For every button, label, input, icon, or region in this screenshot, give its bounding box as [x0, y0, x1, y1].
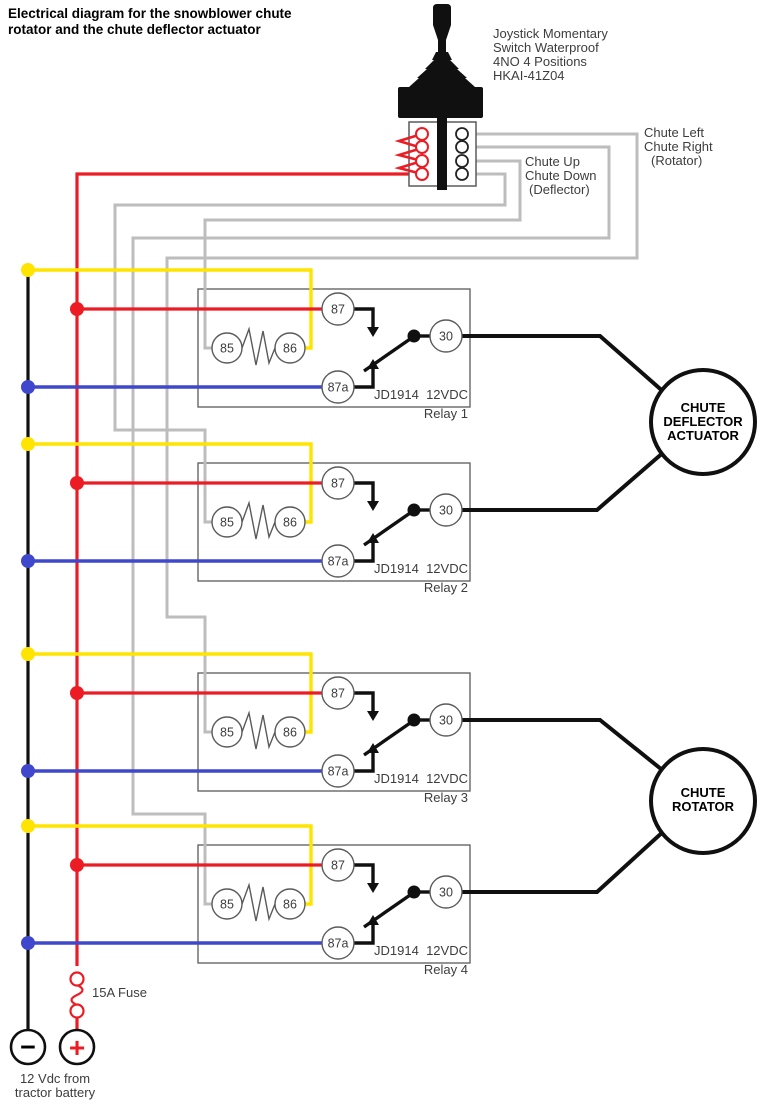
deflector-label-line3: ACTUATOR — [667, 428, 739, 443]
terminal-86-label: 86 — [283, 897, 297, 912]
wire-rotator-from-relay-4 — [462, 830, 665, 892]
relay-contact-87a-arm — [354, 752, 373, 771]
joystick-signal-wires — [115, 134, 637, 904]
wire-deflector-from-relay-1 — [462, 336, 666, 394]
joystick-stem-flare — [432, 52, 452, 60]
terminal-30-label: 30 — [439, 503, 453, 518]
fuse-end-cap — [71, 973, 84, 986]
joystick-info-line4: HKAI-41Z04 — [493, 68, 565, 83]
joystick-common-terminal — [416, 128, 428, 140]
relay-part-number: JD1914 12VDC — [374, 561, 468, 576]
terminal-86-label: 86 — [283, 725, 297, 740]
junction-dot-red — [70, 686, 84, 700]
battery-label-line2: tractor battery — [14, 1085, 96, 1100]
plus-symbol: + — [68, 1032, 86, 1063]
deflector-wires-label-line1: Chute Up — [525, 154, 580, 169]
relay-name: Relay 4 — [423, 962, 468, 977]
relay-coil-symbol — [242, 885, 275, 921]
terminal-87-label: 87 — [331, 686, 345, 701]
junction-dot-yellow — [21, 819, 35, 833]
junction-dot-blue — [21, 554, 35, 568]
fuse-label: 15A Fuse — [92, 985, 147, 1000]
terminal-30-label: 30 — [439, 885, 453, 900]
terminal-30-label: 30 — [439, 329, 453, 344]
page-title-line2: rotator and the chute deflector actuator — [8, 22, 261, 37]
relay-name: Relay 3 — [423, 790, 468, 805]
relay-switch-blade — [364, 337, 413, 371]
wire-deflector-from-relay-2 — [462, 451, 665, 510]
joystick-bellows-ridge — [417, 69, 467, 78]
relay-contact-87-arm — [354, 309, 373, 328]
terminal-85-label: 85 — [220, 897, 234, 912]
joystick-common-terminal — [416, 168, 428, 180]
relay-contact-87a-arm — [354, 368, 373, 387]
relay-1 — [212, 293, 468, 421]
wire-chute-left-signal — [167, 134, 637, 732]
arrow-down-icon — [367, 883, 379, 893]
relay-name: Relay 2 — [423, 580, 468, 595]
junction-dot-red — [70, 476, 84, 490]
terminal-87-label: 87 — [331, 302, 345, 317]
joystick-info-line1: Joystick Momentary — [493, 26, 608, 41]
joystick-output-terminal — [456, 128, 468, 140]
arrow-down-icon — [367, 711, 379, 721]
junction-dot-yellow — [21, 437, 35, 451]
relay-coil-symbol — [242, 329, 275, 365]
fuse — [71, 973, 84, 1018]
rotator-label-line2: ROTATOR — [671, 799, 735, 814]
joystick-output-terminal — [456, 168, 468, 180]
terminal-85-label: 85 — [220, 341, 234, 356]
relay-contact-87a-arm — [354, 924, 373, 943]
relay-4 — [212, 849, 468, 977]
battery — [11, 1030, 94, 1064]
relay-name: Relay 1 — [423, 406, 468, 421]
fuse-squiggle — [72, 985, 83, 1005]
joystick-common-terminal — [416, 155, 428, 167]
joystick-common-terminal — [416, 141, 428, 153]
terminal-30-label: 30 — [439, 713, 453, 728]
labels — [8, 6, 713, 1100]
rotator-wires-label-line3: (Rotator) — [651, 153, 703, 168]
battery-label-line1: 12 Vdc from — [19, 1071, 91, 1086]
relay-switch-blade — [364, 721, 413, 755]
relay-switch-blade — [364, 511, 413, 545]
relay-contact-87-arm — [354, 483, 373, 502]
relay-part-number: JD1914 12VDC — [374, 943, 468, 958]
minus-symbol: − — [20, 1032, 36, 1062]
joystick-body — [398, 87, 483, 118]
rotator-label-line1: CHUTE — [680, 785, 726, 800]
junction-dot-blue — [21, 764, 35, 778]
terminal-87a-label: 87a — [327, 380, 349, 395]
positive-bus — [77, 174, 420, 966]
rotator-wires-label-line2: Chute Right — [644, 139, 713, 154]
relay-switch-blade — [364, 893, 413, 927]
joystick-knob — [433, 4, 451, 52]
joystick — [398, 4, 483, 190]
relay-coil-symbol — [242, 503, 275, 539]
wire-rotator-from-relay-3 — [462, 720, 666, 773]
terminal-87-label: 87 — [331, 476, 345, 491]
page-title-line1: Electrical diagram for the snowblower chute — [8, 6, 292, 21]
junction-dot-yellow — [21, 263, 35, 277]
arrow-down-icon — [367, 501, 379, 511]
deflector-label-line2: DEFLECTOR — [663, 414, 743, 429]
arrow-down-icon — [367, 327, 379, 337]
terminal-87a-label: 87a — [327, 554, 349, 569]
relay-coil-symbol — [242, 713, 275, 749]
joystick-shaft — [437, 116, 447, 190]
relay-part-number: JD1914 12VDC — [374, 771, 468, 786]
rotator-wires-label-line1: Chute Left — [644, 125, 704, 140]
wire-chute-up-signal — [205, 161, 520, 348]
junction-dot-red — [70, 858, 84, 872]
junction-dot-blue — [21, 380, 35, 394]
deflector-wires-label-line3: (Deflector) — [529, 182, 590, 197]
deflector-wires-label-line2: Chute Down — [525, 168, 597, 183]
joystick-output-terminal — [456, 155, 468, 167]
junction-dot-blue — [21, 936, 35, 950]
relay-2 — [212, 467, 468, 595]
junction-dot-yellow — [21, 647, 35, 661]
deflector-label-line1: CHUTE — [680, 400, 726, 415]
relay-contact-87a-arm — [354, 542, 373, 561]
joystick-output-terminal — [456, 141, 468, 153]
joystick-bellows-ridge — [425, 60, 459, 69]
relay-contact-87-arm — [354, 693, 373, 712]
junction-dot-red — [70, 302, 84, 316]
relay-3 — [212, 677, 468, 805]
fuse-end-cap — [71, 1005, 84, 1018]
terminal-86-label: 86 — [283, 341, 297, 356]
terminal-86-label: 86 — [283, 515, 297, 530]
terminal-85-label: 85 — [220, 725, 234, 740]
terminal-87a-label: 87a — [327, 764, 349, 779]
joystick-info-line2: Switch Waterproof — [493, 40, 599, 55]
terminal-85-label: 85 — [220, 515, 234, 530]
relay-contact-87-arm — [354, 865, 373, 884]
joystick-bellows-ridge — [409, 78, 475, 87]
terminal-87-label: 87 — [331, 858, 345, 873]
terminal-87a-label: 87a — [327, 936, 349, 951]
joystick-info-line3: 4NO 4 Positions — [493, 54, 587, 69]
relay-part-number: JD1914 12VDC — [374, 387, 468, 402]
loads — [462, 336, 755, 892]
